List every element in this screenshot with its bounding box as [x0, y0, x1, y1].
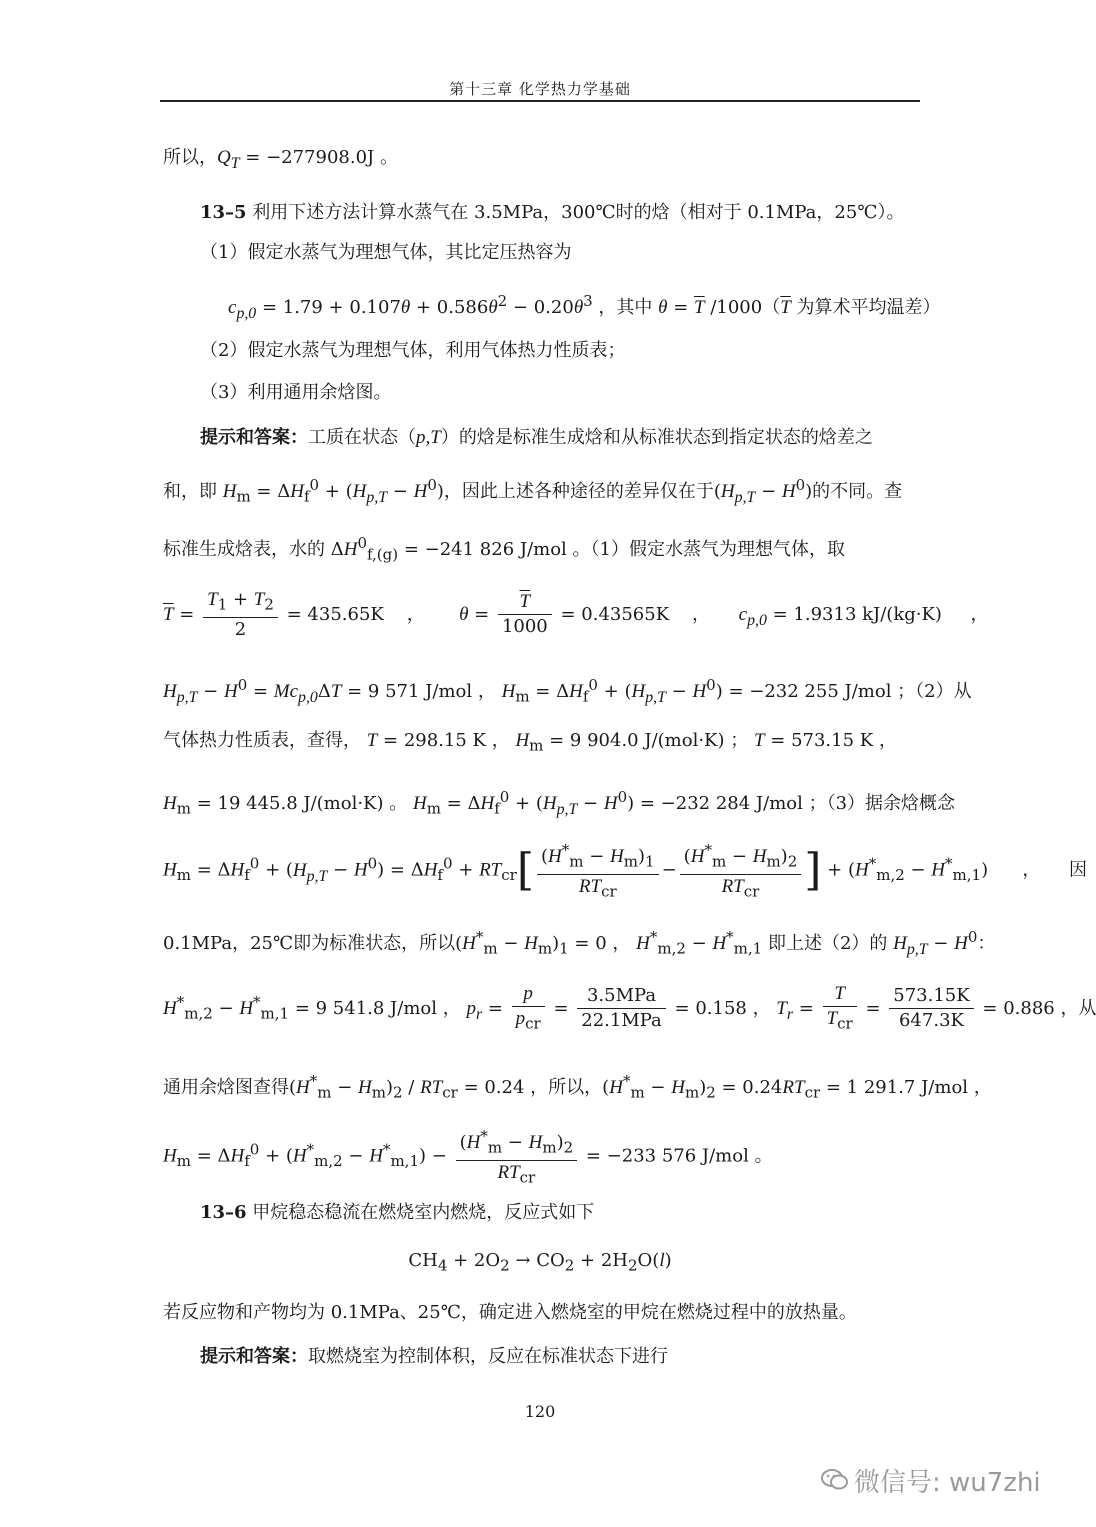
text-line: 气体热力性质表，查得， T = 298.15 K ， $H_m = 9$ 904.0 J/(mol·K) ； T = 573.15 K ， — [163, 730, 897, 755]
watermark — [820, 1462, 1041, 1500]
text-line: 所以，$Q_T = -277908.0J$ 。 — [163, 147, 398, 172]
problem-13-5-title: 13–5 利用下述方法计算水蒸气在 3.5MPa，300℃时的焓（相对于 0.1MPa，25℃）。 — [200, 202, 905, 223]
text-line: 0.1MPa，25℃即为标准状态，所以$(H^*_m - H_m)_1 = 0$ ， $H^*_{m,2} - H^*_{m,1}$ 即上述（2）的 $H_{p,T} - H^0$： — [163, 928, 996, 958]
equation-line: $H_m = 19$ 445.8 J/(mol·K) 。 $H_m = \Delta H_f^0 + (H_{p,T} - H^0) = -232$ 284 J/mol ；（3）据余焓概念 — [163, 788, 956, 818]
text-line: 标准生成焓表，水的 $\Delta H^0_{f,(g)} = -241$ 826 J/mol 。（1）假定水蒸气为理想气体，取 — [163, 534, 845, 564]
text-line: 和，即 $H_m = \Delta H_f^0 + (H_{p,T} - H^0)$，因此上述各种途径的差异仅在于$(H_{p,T} - H^0)$的不同。查 — [163, 476, 903, 506]
text-line: （3）利用通用余焓图。 — [200, 382, 392, 403]
text-line: 通用余焓图查得$(H^*_m - H_m)_2 / RT_{cr} = 0.24$ ，所以，$(H^*_m - H_m)_2 = 0.24RT_{cr} = 1$ 291.7 J/mol ， — [163, 1072, 992, 1102]
problem-13-6-title: 13–6 甲烷稳态稳流在燃烧室内燃烧，反应式如下 — [200, 1202, 595, 1223]
equation-line: $\overline{T}$ = $\frac{T_1 + T_2}{2}$ = 435.65K ， θ = $\frac{\overline{T}}{1000}$ = 0.43565K ， $c_{p,0} = 1.9313$ kJ/(kg·K) ， — [163, 589, 989, 640]
equation-residual-enthalpy: $H_m = \Delta H_f^0 + (H_{p,T} - H^0) = \Delta H_f^0 + RT_{cr}$[ $\frac{(H^*_m - H_m)_1}{RT_{cr}}$ − $\frac{(H^*_m - H_m)_2}{RT_{cr}}$ ] + $(H^*_{m,2} - H^*_{m,1})$ ， 因 — [163, 838, 923, 903]
text-line: （2）假定水蒸气为理想气体，利用气体热力性质表； — [200, 340, 626, 361]
equation-line: $H^*_{m,2} - H^*_{m,1} = 9$ 541.8 J/mol ， $p_r$ = $\frac{p}{p_{cr}}$ = $\frac{\text{3.5MPa}}{\text{22.1MPa}}$ = 0.158 ， $T_r$ = $\frac{T}{T_{cr}}$ = $\frac{573.15K}{647.3K}$ = 0.886 ，从 — [163, 983, 1096, 1033]
wechat-icon — [820, 1467, 850, 1500]
answer-heading-line: 提示和答案：工质在状态（p,T）的焓是标准生成焓和从标准状态到指定状态的焓差之 — [200, 427, 873, 448]
equation-cp0: $c_{p,0} = 1.79 + 0.107\theta + 0.586\theta^2 - 0.20\theta^3$ ，其中 $\theta = \overline{T}$ $/1000(\overline{T}$ 为算术平均温差） — [228, 292, 941, 322]
text-line: 若反应物和产物均为 0.1MPa、25℃，确定进入燃烧室的甲烷在燃烧过程中的放热量。 — [163, 1302, 857, 1323]
reaction-equation: $CH_4 + 2O_2 \to CO_2 + 2H_2O(l)$ — [408, 1250, 672, 1275]
watermark-label: 微信号: wu7zhi — [854, 1468, 1041, 1498]
text-line: （1）假定水蒸气为理想气体，其比定压热容为 — [200, 242, 572, 263]
answer-heading-line: 提示和答案：取燃烧室为控制体积，反应在标准状态下进行 — [200, 1346, 668, 1367]
running-header: 第十三章 化学热力学基础 — [449, 80, 631, 98]
header-rule — [160, 100, 920, 102]
equation-line: $H_{p,T} - H^0 = Mc_{p,0}\Delta T = 9$ 571 J/mol ， $H_m = \Delta H_f^0 + (H_{p,T} - H^0) = -232$ 255 J/mol ；（2）从 — [163, 676, 972, 706]
equation-final-result: $H_m = \Delta H_f^0 + (H^*_{m,2} - H^*_{m,1})$ − $\frac{(H^*_m - H_m)_2}{RT_{cr}}$ = −233 576 J/mol 。 — [163, 1124, 923, 1189]
page-number: 120 — [524, 1402, 556, 1421]
